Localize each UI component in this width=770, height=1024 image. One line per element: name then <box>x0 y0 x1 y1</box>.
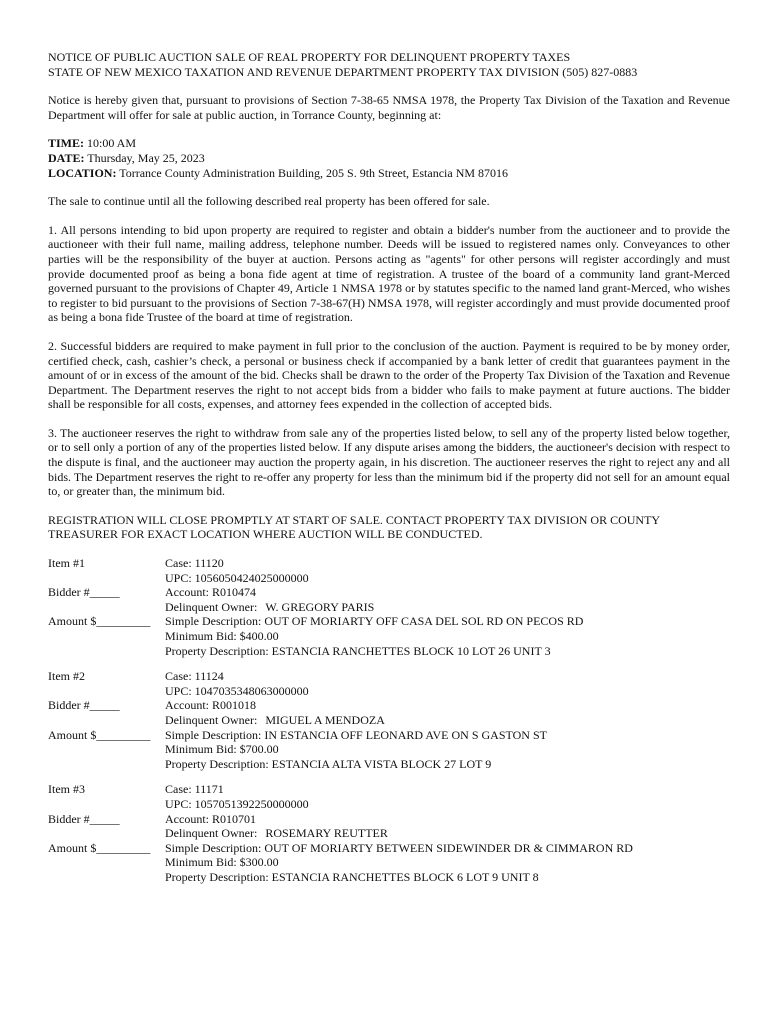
paragraph-auctioneer-rights: 3. The auctioneer reserves the right to withdraw from sale any of the properties listed below, to sell any of the property listed below together, or to sell only a portion of any of the properties listed below. If any dispute arises among the bidders, the auctioneer's decision with respect to the dispute is final, and the auctioneer may auction the property again, in his discretion. The auctioneer reserves the right to reject any and all bids. The Department reserves the right to re-offer any property for less than the minimum bid if the property did not sell for an amount equal to, or greater than, the minimum bid. <box>48 425 730 499</box>
upc-number: UPC: 1057051392250000000 <box>165 796 309 811</box>
paragraph-payment-rules: 2. Successful bidders are required to make payment in full prior to the conclusion of the auction. Payment is required to be by money order, certified check, cash, cashier’s check, a personal or business check if accompanied by a bank letter of credit that guarantees payment in the amount of or in excess of the amount of the bid. Checks shall be drawn to the order of the Property Tax Division of the Taxation and Revenue Department. The Department reserves the right to not accept bids from a bidder who fails to make payment at future auctions. The bidder shall be responsible for all costs, expenses, and attorney fees expended in the collection of accepted bids. <box>48 338 730 412</box>
item-details <box>165 782 633 884</box>
time-label: TIME: <box>48 136 84 151</box>
auction-item <box>48 669 730 771</box>
continue-paragraph: The sale to continue until all the following described real property has been offered for sale. <box>48 194 490 209</box>
minimum-bid: Minimum Bid: $300.00 <box>165 855 279 870</box>
delinquent-owner <box>165 600 583 615</box>
time-value: 10:00 AM <box>84 136 137 151</box>
item-labels <box>48 556 165 658</box>
paragraph-registration-rules: 1. All persons intending to bid upon property are required to register and obtain a bidder's number from the auctioneer and to provide the auctioneer with their full name, mailing address, telephone number. Deeds will be issued to registered names only. Conveyances to other parties will be the responsibility of the buyer at auction. Persons acting as "agents" for other persons will register accordingly and must provide documented proof as being a bona fide agent at time of registration. A trustee of the board of a community land grant-Merced governed pursuant to the provisions of Chapter 49, Article 1 NMSA 1978 or by statutes specific to the named land grant-Merced, who wishes to register to bid pursuant to the provisions of Section 7-38-67(H) NMSA 1978, will register accordingly and must provide documented proof as being a bona fide Trustee of the board at time of registration. <box>48 222 730 325</box>
bidder-number-field: Bidder #_____ <box>48 585 120 600</box>
location-label: LOCATION: <box>48 165 117 180</box>
date-label: DATE: <box>48 150 85 165</box>
registration-notice: REGISTRATION WILL CLOSE PROMPTLY AT START OF SALE. CONTACT PROPERTY TAX DIVISION OR COUNTY TREASURER FOR EXACT LOCATION WHERE AUCTION WILL BE CONDUCTED. <box>48 512 660 542</box>
item-number: Item #1 <box>48 556 85 571</box>
owner-label: Delinquent Owner: <box>165 712 258 727</box>
owner-label: Delinquent Owner: <box>165 599 258 614</box>
date-line <box>48 151 730 166</box>
item-details <box>165 556 583 658</box>
simple-description: Simple Description: OUT OF MORIARTY BETWEEN SIDEWINDER DR & CIMMARON RD <box>165 840 633 855</box>
department-line: STATE OF NEW MEXICO TAXATION AND REVENUE DEPARTMENT PROPERTY TAX DIVISION (505) 827-0883 <box>48 64 638 79</box>
simple-description: Simple Description: OUT OF MORIARTY OFF CASA DEL SOL RD ON PECOS RD <box>165 614 584 629</box>
simple-description: Simple Description: IN ESTANCIA OFF LEONARD AVE ON S GASTON ST <box>165 727 547 742</box>
account-number: Account: R001018 <box>165 698 256 713</box>
auction-notice-document <box>48 50 730 896</box>
auction-item <box>48 782 730 884</box>
notice-header <box>48 50 730 79</box>
upc-number: UPC: 1056050424025000000 <box>165 570 309 585</box>
auction-item <box>48 556 730 658</box>
date-value: Thursday, May 25, 2023 <box>84 150 205 165</box>
account-number: Account: R010474 <box>165 585 256 600</box>
property-description: Property Description: ESTANCIA ALTA VISTA BLOCK 27 LOT 9 <box>165 756 492 771</box>
item-number: Item #2 <box>48 669 85 684</box>
intro-paragraph: Notice is hereby given that, pursuant to provisions of Section 7-38-65 NMSA 1978, the Property Tax Division of the Taxation and Revenue Department will offer for sale at public auction, in Torrance County, beginning at: <box>48 93 730 122</box>
amount-field: Amount $_________ <box>48 614 151 629</box>
case-number: Case: 11171 <box>165 782 224 797</box>
bidder-number-field: Bidder #_____ <box>48 698 120 713</box>
delinquent-owner <box>165 713 547 728</box>
owner-name: MIGUEL A MENDOZA <box>265 712 385 727</box>
delinquent-owner <box>165 826 633 841</box>
amount-field: Amount $_________ <box>48 840 151 855</box>
owner-name: ROSEMARY REUTTER <box>265 826 388 841</box>
property-description: Property Description: ESTANCIA RANCHETTES BLOCK 10 LOT 26 UNIT 3 <box>165 643 551 658</box>
item-details <box>165 669 547 771</box>
case-number: Case: 11120 <box>165 556 224 571</box>
minimum-bid: Minimum Bid: $400.00 <box>165 629 279 643</box>
location-line <box>48 166 730 181</box>
item-number: Item #3 <box>48 782 85 797</box>
amount-field: Amount $_________ <box>48 727 151 742</box>
bidder-number-field: Bidder #_____ <box>48 811 120 826</box>
sale-details <box>48 136 730 180</box>
time-line <box>48 136 730 151</box>
owner-name: W. GREGORY PARIS <box>265 599 375 614</box>
upc-number: UPC: 1047035348063000000 <box>165 683 309 698</box>
account-number: Account: R010701 <box>165 811 256 826</box>
item-labels <box>48 782 165 884</box>
owner-label: Delinquent Owner: <box>165 826 258 841</box>
case-number: Case: 11124 <box>165 669 224 684</box>
minimum-bid: Minimum Bid: $700.00 <box>165 742 279 757</box>
item-labels <box>48 669 165 771</box>
location-value: Torrance County Administration Building, 205 S. 9th Street, Estancia NM 87016 <box>116 165 509 180</box>
property-description: Property Description: ESTANCIA RANCHETTES BLOCK 6 LOT 9 UNIT 8 <box>165 869 539 884</box>
notice-title: NOTICE OF PUBLIC AUCTION SALE OF REAL PROPERTY FOR DELINQUENT PROPERTY TAXES <box>48 50 571 64</box>
